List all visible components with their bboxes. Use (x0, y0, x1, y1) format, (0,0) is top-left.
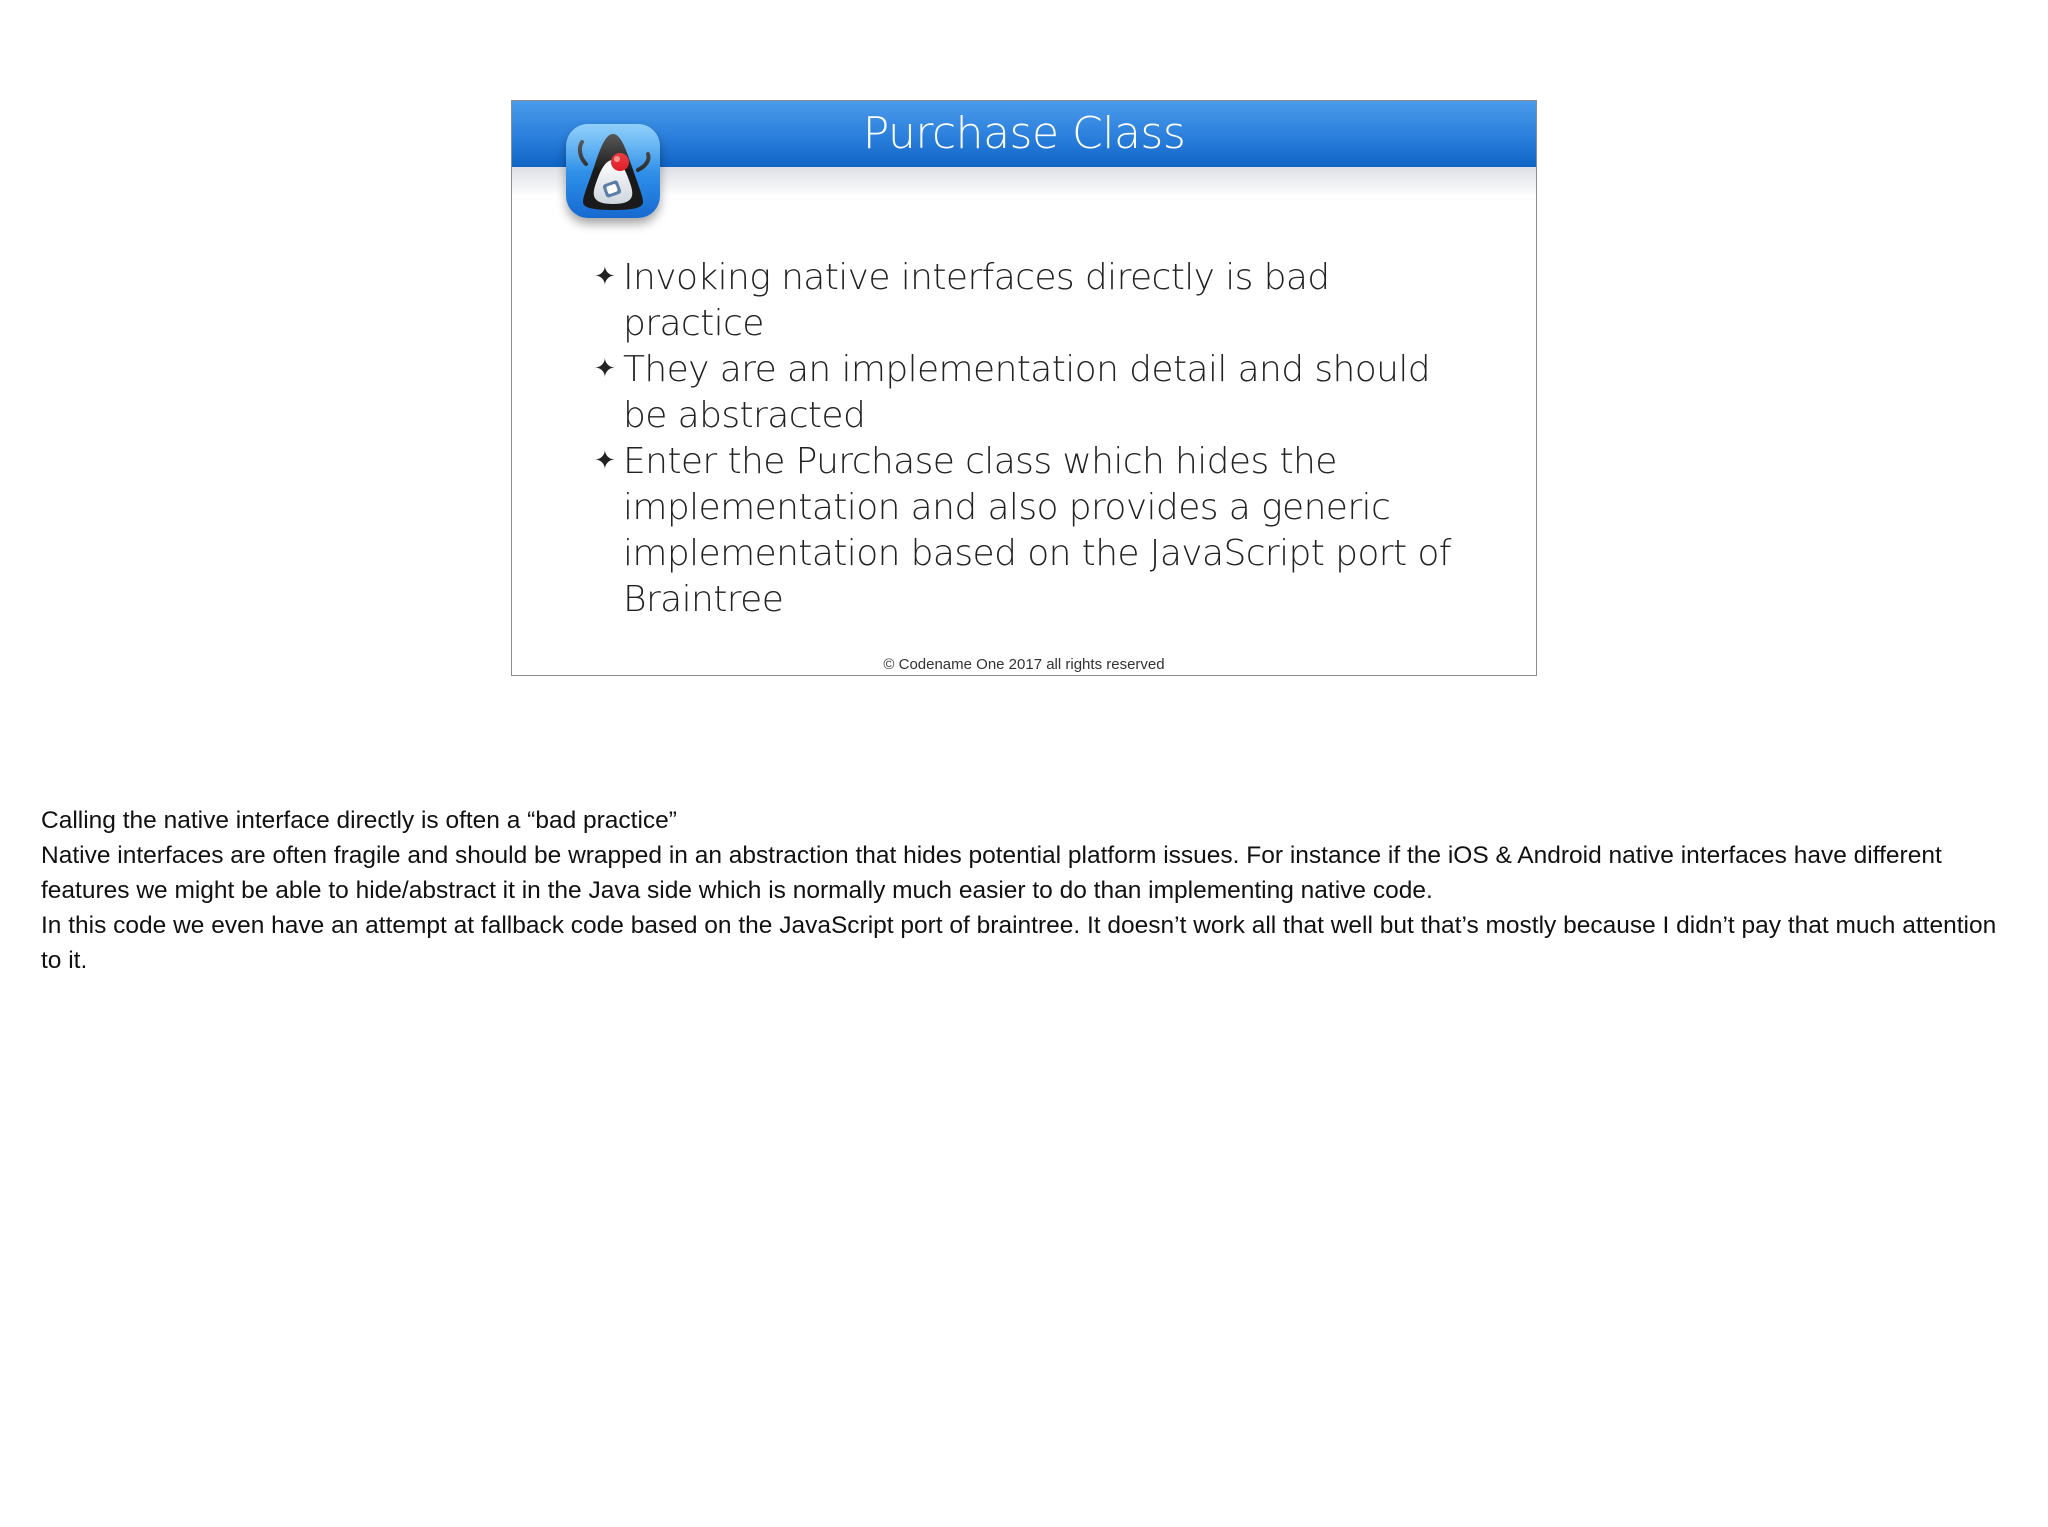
bullet-item (594, 347, 1454, 439)
bullet-text: Invoking native interfaces directly is bad practice (623, 257, 1330, 344)
star-bullet-icon: ✦ (594, 354, 616, 384)
star-bullet-icon: ✦ (594, 446, 616, 476)
bullet-text: Enter the Purchase class which hides the implementation and also provides a generic implementation based on the JavaScript port of Braintree (623, 441, 1451, 620)
notes-paragraph: Calling the native interface directly is often a “bad practice” (41, 807, 677, 834)
star-bullet-icon: ✦ (594, 262, 616, 292)
slide-header (512, 101, 1536, 167)
notes-paragraph: In this code we even have an attempt at fallback code based on the JavaScript port of braintree. It doesn’t work all that well but that’s mostly because I didn’t pay that much attention to it. (41, 912, 1997, 974)
codename-one-duke-icon (566, 124, 660, 218)
slide-title: Purchase Class (862, 108, 1186, 159)
bullet-item (594, 255, 1454, 347)
bullet-list (594, 255, 1454, 623)
bullet-item (594, 439, 1454, 623)
slide (511, 100, 1537, 676)
speaker-notes (41, 803, 2016, 978)
slide-header-shadow (512, 167, 1536, 197)
bullet-text: They are an implementation detail and should be abstracted (623, 349, 1431, 436)
copyright-footer: © Codename One 2017 all rights reserved (883, 656, 1165, 673)
notes-paragraph: Native interfaces are often fragile and should be wrapped in an abstraction that hides potential platform issues. For instance if the iOS & Android native interfaces have different features we might be able to hide/abstract it in the Java side which is normally much easier to do than implementing native code. (41, 842, 1942, 904)
